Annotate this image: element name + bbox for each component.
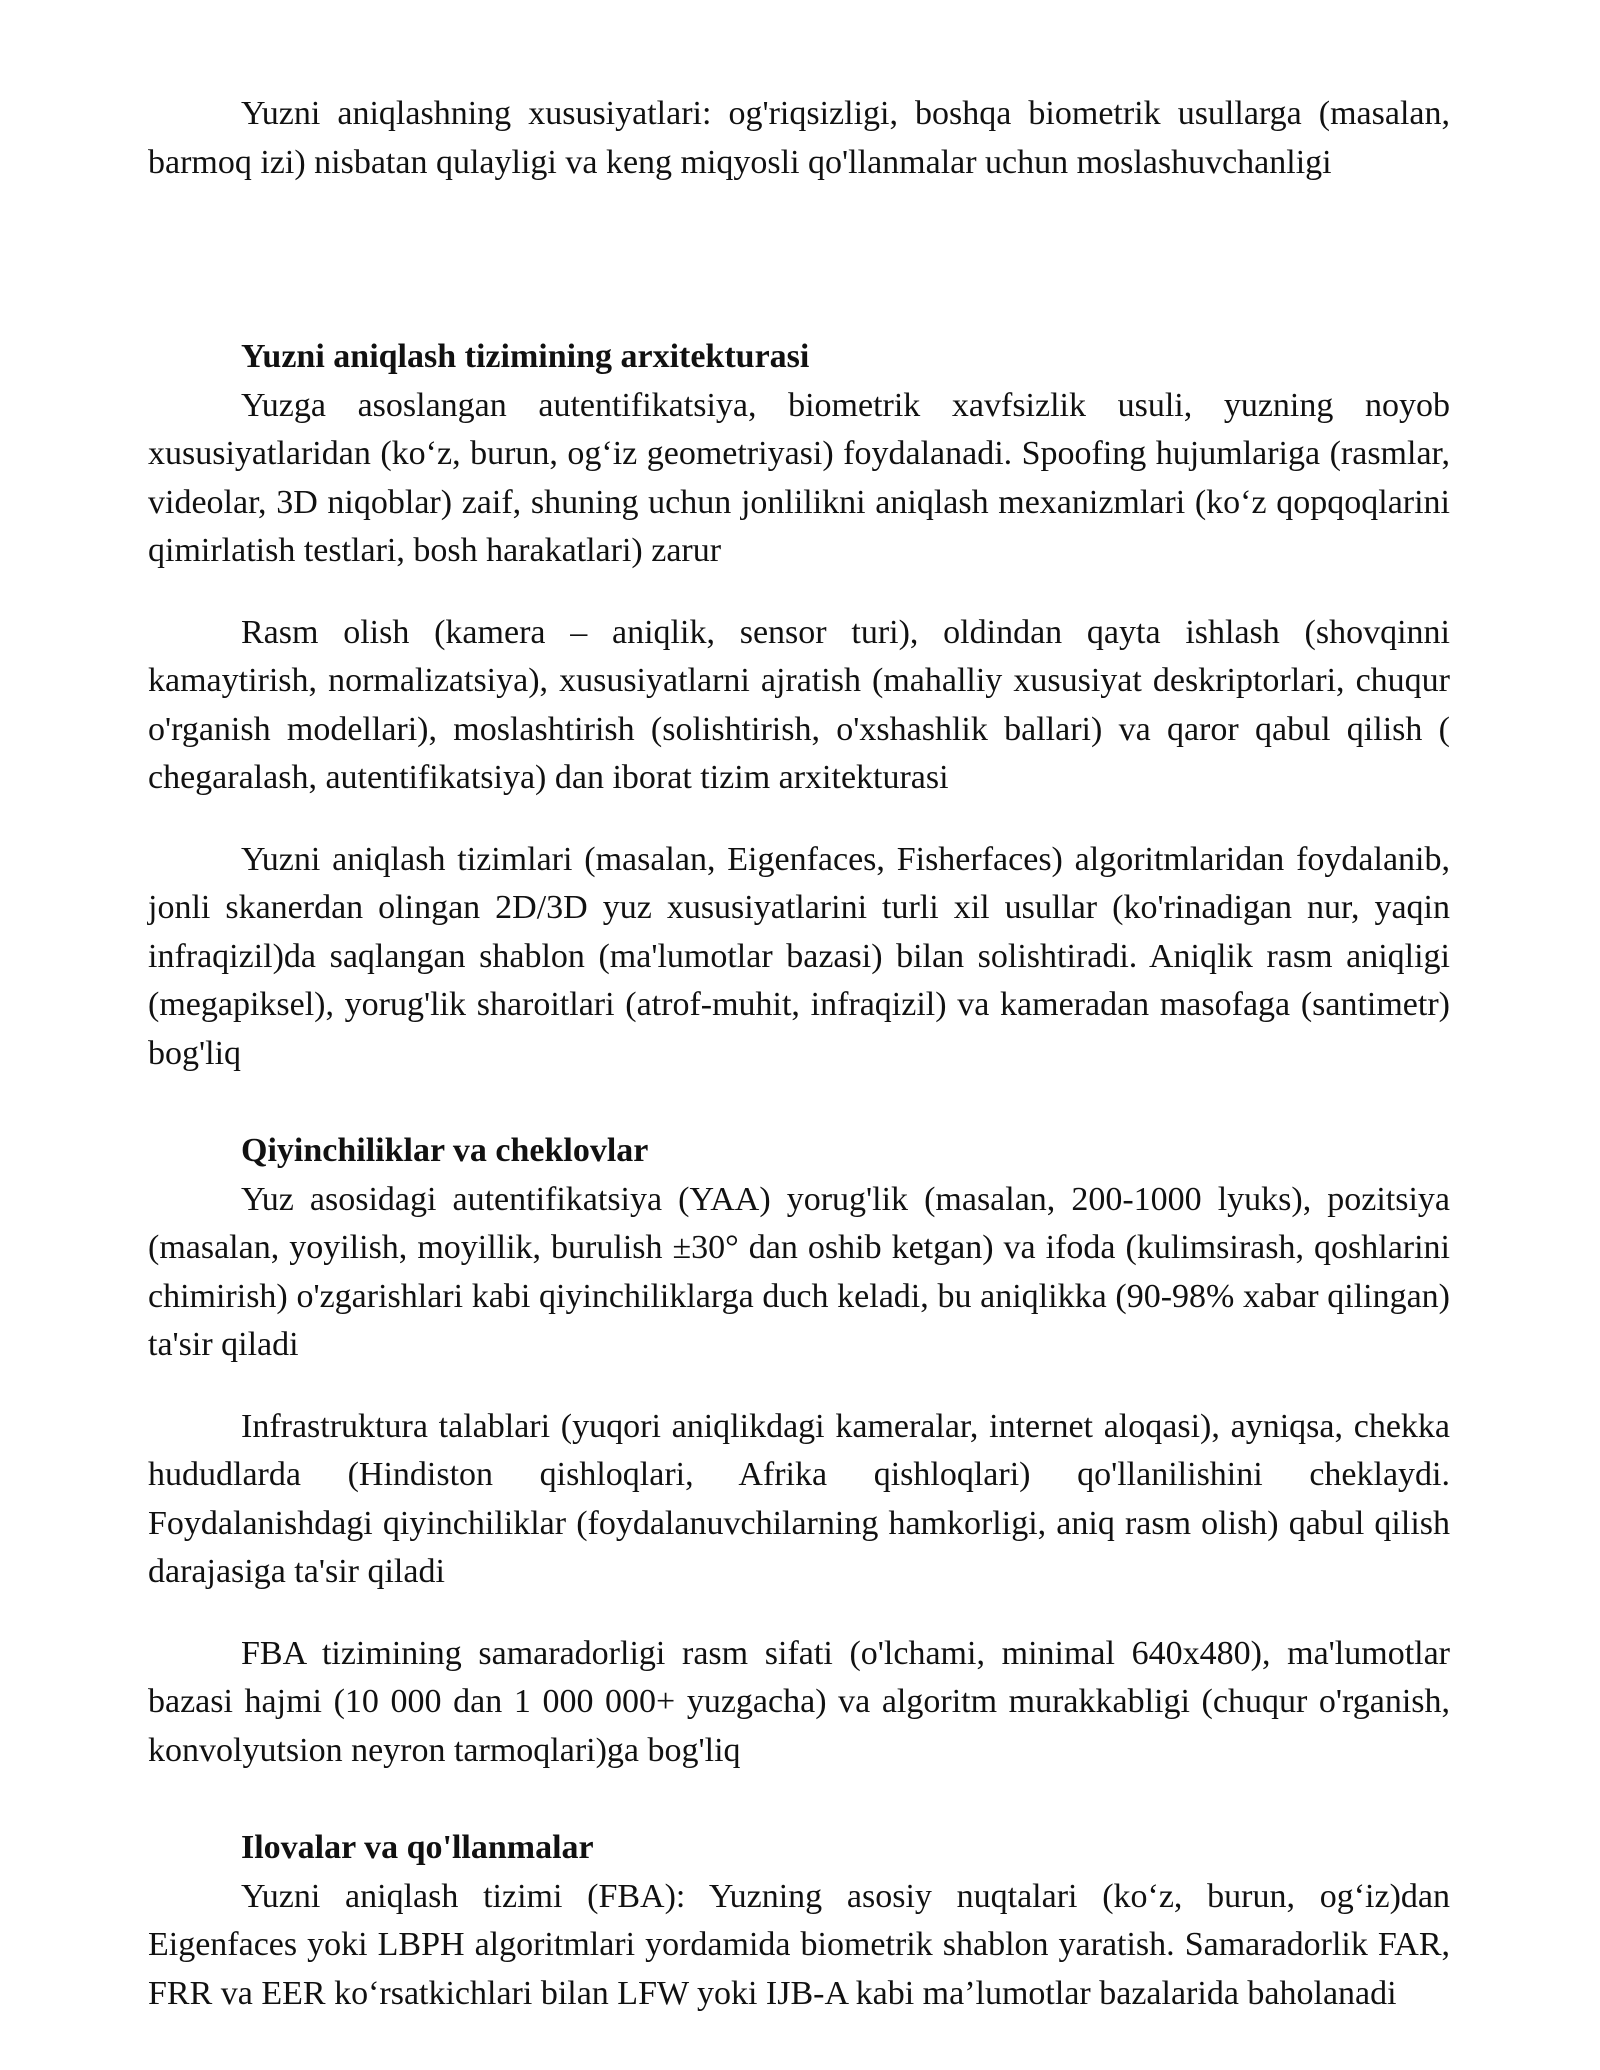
paragraph-challenges-2: Infrastruktura talablari (yuqori aniqlikdagi kameralar, internet aloqasi), ayniqsa, chekka hududlarda (Hindiston qishloqlari, Afrika qishloqlari) qo'llanilishini cheklaydi. Foydalanishdagi qiyinchiliklar (foydalanuvchilarning hamkorligi, aniq rasm olish) qabul qilish darajasiga ta'sir qiladi: [148, 1407, 1450, 1590]
section-heading-applications: Ilovalar va qo'llanmalar: [241, 1829, 594, 1866]
paragraph-challenges-1: Yuz asosidagi autentifikatsiya (YAA) yorug'lik (masalan, 200-1000 lyuks), pozitsiya (masalan, yoyilish, moyillik, burulish ±30° dan oshib ketgan) va ifoda (kulimsirash, qoshlarini chimirish) o'zgarishlari kabi qiyinchiliklarga duch keladi, bu aniqlikka (90-98% xabar qilingan) ta'sir qiladi: [148, 1180, 1450, 1363]
section-heading-architecture: Yuzni aniqlash tizimining arxitekturasi: [241, 338, 810, 375]
paragraph-applications-1: Yuzni aniqlash tizimi (FBA): Yuzning asosiy nuqtalari (ko‘z, burun, og‘iz)dan Eigenfaces yoki LBPH algoritmlari yordamida biometrik shablon yaratish. Samaradorlik FAR, FRR va EER ko‘rsatkichlari bilan LFW yoki IJB-A kabi ma’lumotlar bazalarida baholanadi: [148, 1877, 1450, 2012]
paragraph-architecture-1: Yuzga asoslangan autentifikatsiya, biometrik xavfsizlik usuli, yuzning noyob xususiyatlaridan (ko‘z, burun, og‘iz geometriyasi) foydalanadi. Spoofing hujumlariga (rasmlar, videolar, 3D niqoblar) zaif, shuning uchun jonlilikni aniqlash mexanizmlari (ko‘z qopqoqlarini qimirlatish testlari, bosh harakatlari) zarur: [148, 386, 1450, 569]
paragraph-architecture-3: Yuzni aniqlash tizimlari (masalan, Eigenfaces, Fisherfaces) algoritmlaridan foydalanib, jonli skanerdan olingan 2D/3D yuz xususiyatlarini turli xil usullar (ko'rinadigan nur, yaqin infraqizil)da saqlangan shablon (ma'lumotlar bazasi) bilan solishtiradi. Aniqlik rasm aniqligi (megapiksel), yorug'lik sharoitlari (atrof-muhit, infraqizil) va kameradan masofaga (santimetr) bog'liq: [148, 840, 1450, 1072]
document-page: [148, 90, 1450, 2018]
section-heading-challenges: Qiyinchiliklar va cheklovlar: [241, 1132, 649, 1169]
paragraph-architecture-2: Rasm olish (kamera – aniqlik, sensor turi), oldindan qayta ishlash (shovqinni kamaytirish, normalizatsiya), xususiyatlarni ajratish (mahalliy xususiyat deskriptorlari, chuqur o'rganish modellari), moslashtirish (solishtirish, o'xshashlik ballari) va qaror qabul qilish ( chegaralash, autentifikatsiya) dan iborat tizim arxitekturasi: [148, 613, 1450, 796]
intro-paragraph: Yuzni aniqlashning xususiyatlari: og'riqsizligi, boshqa biometrik usullarga (masalan, barmoq izi) nisbatan qulayligi va keng miqyosli qo'llanmalar uchun moslashuvchanligi: [148, 95, 1450, 181]
paragraph-challenges-3: FBA tizimining samaradorligi rasm sifati (o'lchami, minimal 640x480), ma'lumotlar bazasi hajmi (10 000 dan 1 000 000+ yuzgacha) va algoritm murakkabligi (chuqur o'rganish, konvolyutsion neyron tarmoqlari)ga bog'liq: [148, 1634, 1450, 1769]
